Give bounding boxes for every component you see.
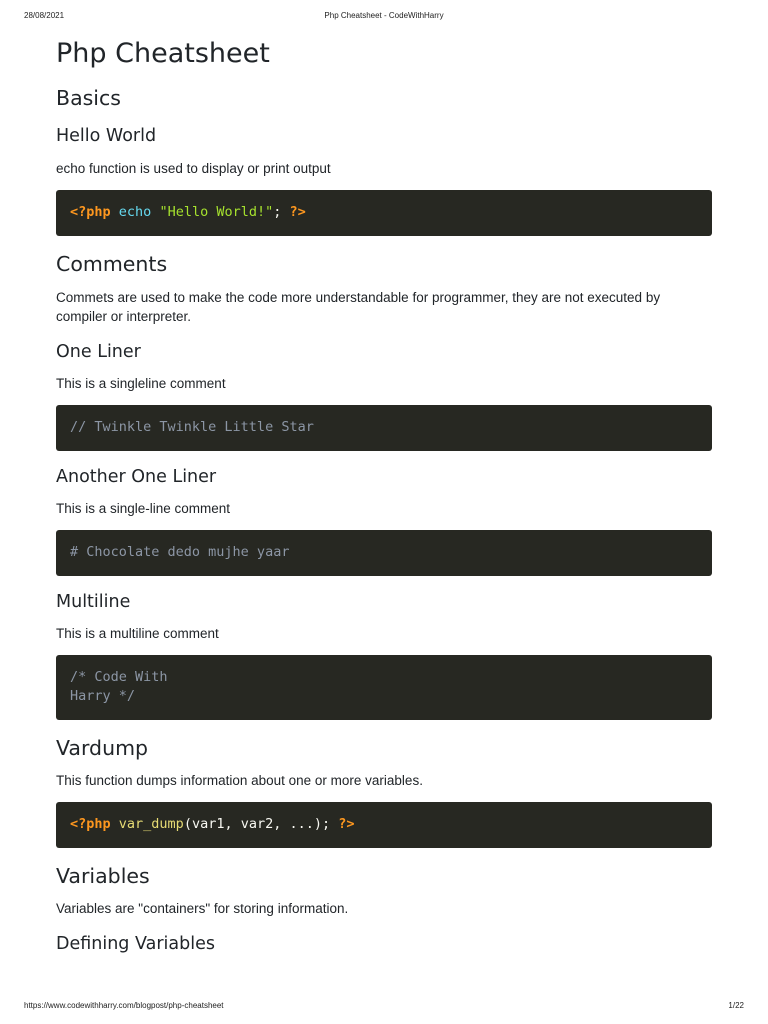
another-one-liner-description: This is a single-line comment xyxy=(56,501,231,516)
vardump-description: This function dumps information about one or more variables. xyxy=(56,773,423,788)
page-title: Php Cheatsheet xyxy=(56,38,270,69)
code-line xyxy=(70,203,698,222)
hello-world-string: "Hello World!" xyxy=(159,204,274,220)
heading-hello-world: Hello World xyxy=(56,126,157,146)
heading-one-liner: One Liner xyxy=(56,342,141,362)
php-open-tag: <?php xyxy=(70,816,111,832)
code-line xyxy=(70,815,698,834)
page-number: 1/22 xyxy=(728,1001,744,1010)
variables-description: Variables are "containers" for storing information. xyxy=(56,901,349,916)
php-close-tag: ?> xyxy=(289,204,306,220)
print-date: 28/08/2021 xyxy=(24,11,65,20)
heading-vardump: Vardump xyxy=(56,736,149,760)
heading-comments: Comments xyxy=(56,252,168,276)
heading-defining-variables: Defining Variables xyxy=(56,934,215,954)
echo-keyword: echo xyxy=(118,204,152,220)
code-block-one-liner xyxy=(56,405,712,451)
php-close-tag: ?> xyxy=(338,816,355,832)
code-block-another-one-liner xyxy=(56,530,712,576)
multiline-description: This is a multiline comment xyxy=(56,626,219,641)
code-line: /* Code With xyxy=(70,669,168,685)
semicolon: ; xyxy=(273,204,282,220)
heading-another-one-liner: Another One Liner xyxy=(56,467,217,487)
comments-description: Commets are used to make the code more understandable for programmer, they are not executed by compiler or interpreter. xyxy=(56,290,661,324)
php-open-tag: <?php xyxy=(70,204,111,220)
code-line: Harry */ xyxy=(70,688,136,704)
print-page-title: Php Cheatsheet - CodeWithHarry xyxy=(324,11,444,20)
code-block-multiline xyxy=(56,655,712,720)
one-liner-description: This is a singleline comment xyxy=(56,376,226,391)
hello-world-description: echo function is used to display or print output xyxy=(56,161,331,176)
heading-variables: Variables xyxy=(56,864,150,888)
code-block-hello-world xyxy=(56,190,712,236)
var-dump-args: (var1, var2, ...); xyxy=(183,816,331,832)
print-header xyxy=(24,11,744,23)
code-line: // Twinkle Twinkle Little Star xyxy=(70,419,314,435)
code-line: # Chocolate dedo mujhe yaar xyxy=(70,544,290,560)
heading-multiline: Multiline xyxy=(56,592,131,612)
print-url: https://www.codewithharry.com/blogpost/php-cheatsheet xyxy=(24,1001,224,1010)
var-dump-function: var_dump xyxy=(118,816,184,832)
heading-basics: Basics xyxy=(56,86,121,110)
print-footer xyxy=(24,1001,744,1013)
code-block-vardump xyxy=(56,802,712,848)
